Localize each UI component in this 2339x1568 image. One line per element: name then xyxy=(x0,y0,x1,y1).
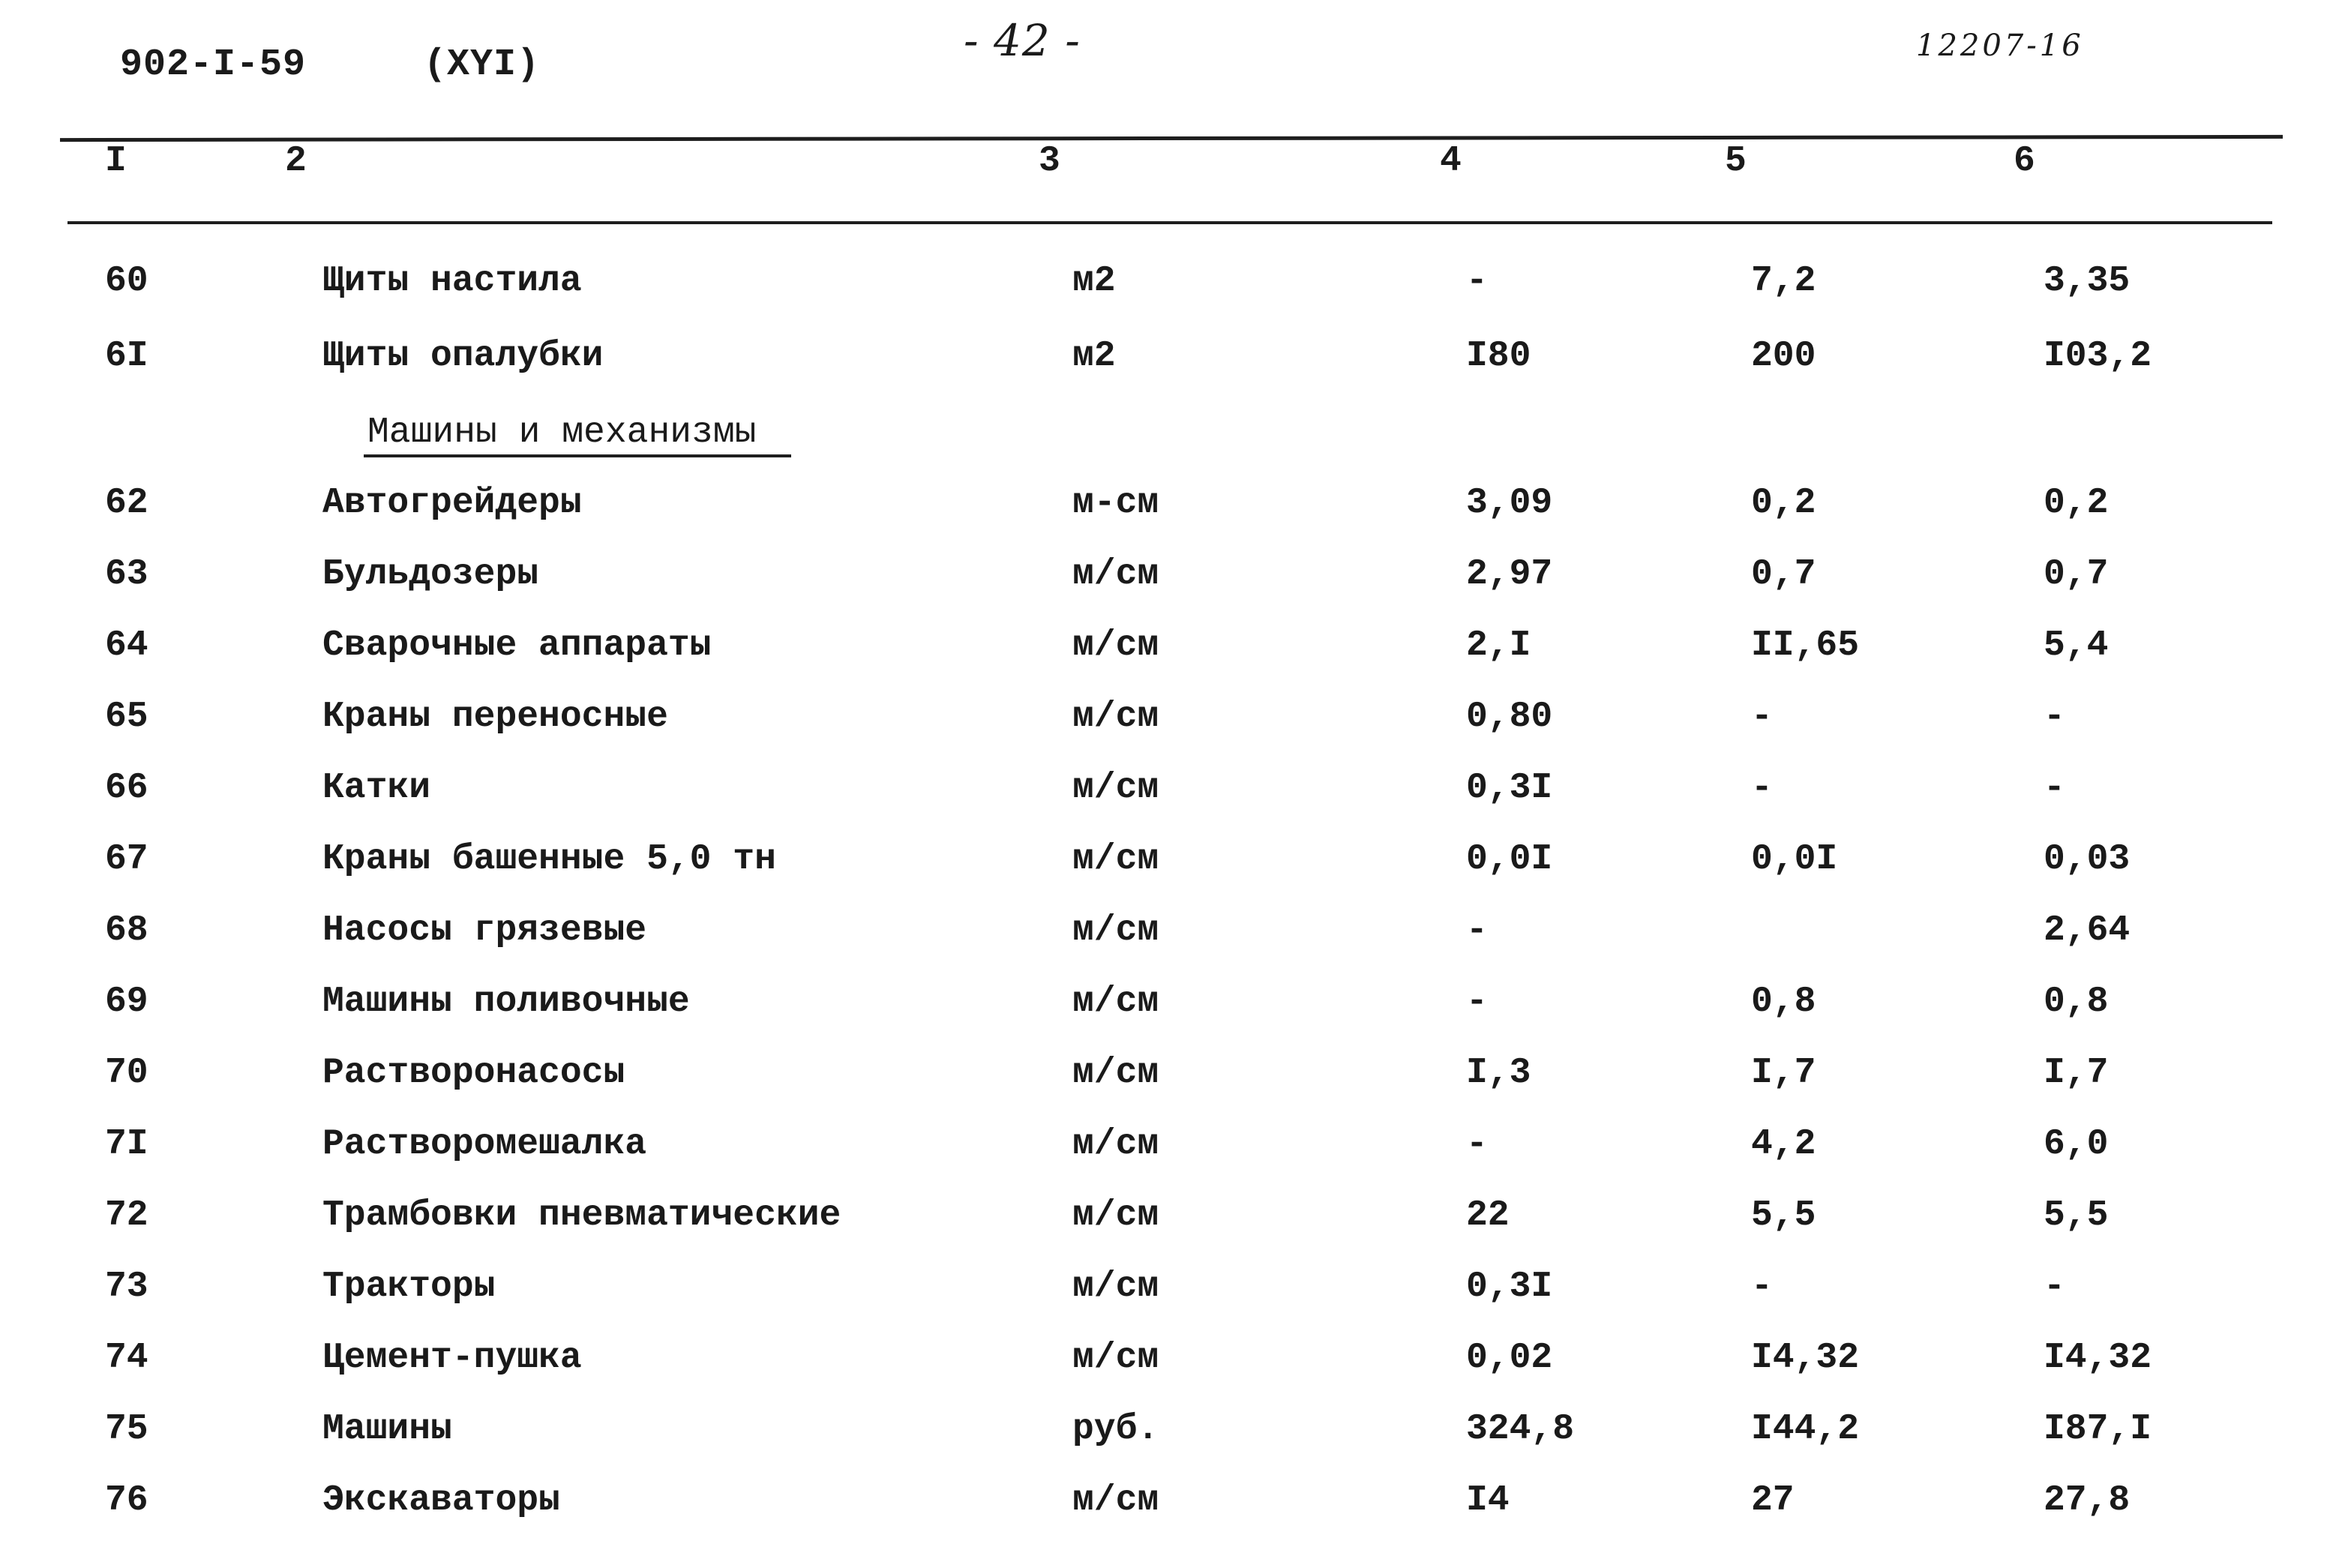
section-title: Машины и механизмы xyxy=(367,412,757,453)
row-value-6: I,7 xyxy=(2044,1053,2109,1093)
row-unit: м/см xyxy=(1072,1480,1159,1521)
row-value-4: 2,97 xyxy=(1466,554,1553,595)
row-value-6: 0,7 xyxy=(2044,554,2109,595)
row-unit: м/см xyxy=(1072,1124,1159,1165)
row-value-4: - xyxy=(1466,910,1488,951)
row-unit: м/см xyxy=(1072,910,1159,951)
row-number: 69 xyxy=(105,982,148,1022)
row-value-5: 27 xyxy=(1751,1480,1795,1521)
table-row xyxy=(0,1124,2339,1177)
row-value-5: 5,5 xyxy=(1751,1195,1816,1236)
table-row xyxy=(0,1338,2339,1390)
row-value-6: - xyxy=(2044,768,2065,808)
row-value-4: 3,09 xyxy=(1466,483,1553,523)
row-value-5: I44,2 xyxy=(1751,1409,1860,1450)
row-value-4: 2,I xyxy=(1466,625,1531,666)
row-value-5: 200 xyxy=(1751,336,1816,376)
row-name: Растворонасосы xyxy=(322,1053,625,1093)
row-unit: м/см xyxy=(1072,697,1159,737)
document-code: 902-I-59 xyxy=(120,43,307,86)
row-value-6: - xyxy=(2044,697,2065,737)
row-unit: м/см xyxy=(1072,1338,1159,1378)
row-value-4: 0,3I xyxy=(1466,768,1553,808)
table-top-rule xyxy=(60,135,2283,142)
row-number: 68 xyxy=(105,910,148,951)
row-value-6: I03,2 xyxy=(2044,336,2152,376)
row-value-6: I4,32 xyxy=(2044,1338,2152,1378)
row-value-4: I80 xyxy=(1466,336,1531,376)
table-row xyxy=(0,1195,2339,1248)
row-name: Бульдозеры xyxy=(322,554,539,595)
row-name: Сварочные аппараты xyxy=(322,625,712,666)
column-header-2: 2 xyxy=(285,141,307,181)
row-value-6: 5,5 xyxy=(2044,1195,2109,1236)
row-value-5: 0,7 xyxy=(1751,554,1816,595)
row-number: 62 xyxy=(105,483,148,523)
table-row xyxy=(0,768,2339,820)
row-value-6: 2,64 xyxy=(2044,910,2131,951)
row-value-5: - xyxy=(1751,768,1773,808)
row-name: Машины поливочные xyxy=(322,982,690,1022)
row-number: 75 xyxy=(105,1409,148,1450)
row-value-5: - xyxy=(1751,1267,1773,1307)
row-unit: м/см xyxy=(1072,1053,1159,1093)
row-number: 60 xyxy=(105,261,148,301)
row-number: 67 xyxy=(105,839,148,880)
row-value-4: 0,80 xyxy=(1466,697,1553,737)
row-unit: м2 xyxy=(1072,261,1116,301)
row-value-6: 0,03 xyxy=(2044,839,2131,880)
row-value-6: 3,35 xyxy=(2044,261,2131,301)
row-unit: м/см xyxy=(1072,839,1159,880)
row-value-4: 0,3I xyxy=(1466,1267,1553,1307)
document-part: (XYI) xyxy=(424,43,541,86)
table-row xyxy=(0,1267,2339,1319)
row-number: 72 xyxy=(105,1195,148,1236)
row-number: 66 xyxy=(105,768,148,808)
table-row xyxy=(0,554,2339,607)
table-row xyxy=(0,1480,2339,1533)
row-number: 65 xyxy=(105,697,148,737)
row-value-6: - xyxy=(2044,1267,2065,1307)
row-value-5: I,7 xyxy=(1751,1053,1816,1093)
row-unit: руб. xyxy=(1072,1409,1159,1450)
row-name: Экскаваторы xyxy=(322,1480,560,1521)
column-header-4: 4 xyxy=(1440,141,1462,181)
section-title-underline xyxy=(364,454,791,457)
page-number: - 42 - xyxy=(964,15,1081,66)
row-name: Растворомешалка xyxy=(322,1124,647,1165)
row-name: Тракторы xyxy=(322,1267,496,1307)
row-value-6: 5,4 xyxy=(2044,625,2109,666)
row-value-5: 4,2 xyxy=(1751,1124,1816,1165)
column-header-1: I xyxy=(105,141,127,181)
row-name: Цемент-пушка xyxy=(322,1338,582,1378)
row-value-5: 0,8 xyxy=(1751,982,1816,1022)
row-number: 76 xyxy=(105,1480,148,1521)
row-unit: м/см xyxy=(1072,982,1159,1022)
table-row xyxy=(0,261,2339,313)
row-name: Катки xyxy=(322,768,431,808)
row-value-4: I4 xyxy=(1466,1480,1510,1521)
table-row xyxy=(0,1053,2339,1105)
table-row xyxy=(0,982,2339,1034)
row-number: 74 xyxy=(105,1338,148,1378)
row-number: 73 xyxy=(105,1267,148,1307)
row-value-5: 0,0I xyxy=(1751,839,1838,880)
row-name: Щиты опалубки xyxy=(322,336,604,376)
table-row xyxy=(0,1409,2339,1462)
row-value-4: - xyxy=(1466,982,1488,1022)
table-row xyxy=(0,625,2339,678)
column-header-5: 5 xyxy=(1725,141,1747,181)
row-number: 70 xyxy=(105,1053,148,1093)
row-name: Автогрейдеры xyxy=(322,483,582,523)
column-header-3: 3 xyxy=(1039,141,1060,181)
table-row xyxy=(0,697,2339,749)
row-number: 63 xyxy=(105,554,148,595)
row-name: Насосы грязевые xyxy=(322,910,647,951)
row-name: Краны башенные 5,0 тн xyxy=(322,839,776,880)
inventory-stamp: 12207-16 xyxy=(1916,28,2084,63)
row-number: 6I xyxy=(105,336,148,376)
row-value-6: I87,I xyxy=(2044,1409,2152,1450)
row-value-5: 7,2 xyxy=(1751,261,1816,301)
row-value-5: I4,32 xyxy=(1751,1338,1860,1378)
row-value-5: - xyxy=(1751,697,1773,737)
row-value-4: 0,0I xyxy=(1466,839,1553,880)
row-unit: м2 xyxy=(1072,336,1116,376)
row-value-4: 0,02 xyxy=(1466,1338,1553,1378)
row-unit: м/см xyxy=(1072,1267,1159,1307)
row-name: Машины xyxy=(322,1409,452,1450)
row-value-4: I,3 xyxy=(1466,1053,1531,1093)
table-row xyxy=(0,910,2339,963)
row-number: 7I xyxy=(105,1124,148,1165)
row-unit: м/см xyxy=(1072,768,1159,808)
row-value-5: II,65 xyxy=(1751,625,1860,666)
row-value-6: 6,0 xyxy=(2044,1124,2109,1165)
row-unit: м/см xyxy=(1072,554,1159,595)
row-value-4: 324,8 xyxy=(1466,1409,1575,1450)
row-value-4: 22 xyxy=(1466,1195,1510,1236)
row-value-5: 0,2 xyxy=(1751,483,1816,523)
row-name: Краны переносные xyxy=(322,697,668,737)
row-name: Трамбовки пневматические xyxy=(322,1195,841,1236)
row-name: Щиты настила xyxy=(322,261,582,301)
row-value-4: - xyxy=(1466,1124,1488,1165)
row-number: 64 xyxy=(105,625,148,666)
table-row xyxy=(0,336,2339,388)
row-value-6: 0,2 xyxy=(2044,483,2109,523)
row-value-6: 27,8 xyxy=(2044,1480,2131,1521)
row-unit: м/см xyxy=(1072,1195,1159,1236)
row-unit: м/см xyxy=(1072,625,1159,666)
row-value-4: - xyxy=(1466,261,1488,301)
row-value-6: 0,8 xyxy=(2044,982,2109,1022)
table-header-rule xyxy=(67,221,2272,224)
table-row xyxy=(0,839,2339,892)
row-unit: м-см xyxy=(1072,483,1159,523)
table-row xyxy=(0,483,2339,535)
column-header-6: 6 xyxy=(2014,141,2035,181)
